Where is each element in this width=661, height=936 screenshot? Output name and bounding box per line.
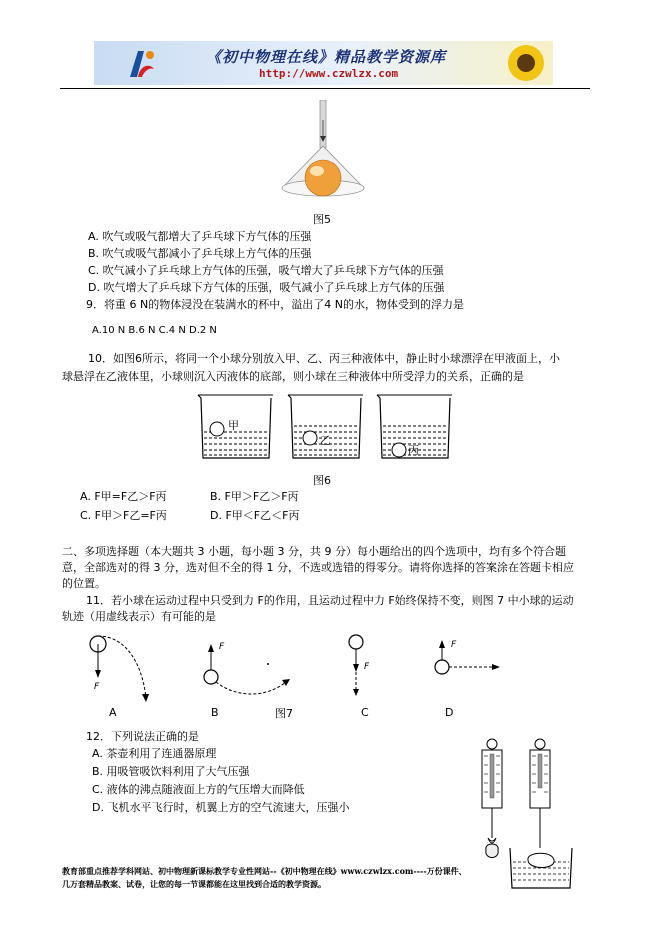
q10-option-c: C. F甲＞F乙=F丙 <box>80 509 167 522</box>
trajectory-label-a: A <box>109 706 117 719</box>
q12-option-a: A. 茶壶利用了连通器原理 <box>92 747 217 760</box>
spring-scales-figure <box>470 738 590 890</box>
q10-option-b: B. F甲＞F乙＞F丙 <box>210 490 299 503</box>
trajectory-label-d: D <box>445 706 454 719</box>
q11-stem-line2: 轨迹（用虚线表示）有可能的是 <box>62 610 216 623</box>
q10-option-d: D. F甲＜F乙＜F丙 <box>210 509 300 522</box>
trajectory-d <box>428 638 508 688</box>
q8-option-a: A. 吹气或吸气都增大了乒乓球下方气体的压强 <box>88 230 312 243</box>
site-logo <box>124 45 160 81</box>
q9-options: A.10 N B.6 N C.4 N D.2 N <box>92 325 217 336</box>
beaker-label-bing: 丙 <box>408 444 419 457</box>
trajectory-b <box>196 640 306 700</box>
beaker-yi <box>285 392 367 464</box>
banner-url: http://www.czwlzx.com <box>259 67 399 80</box>
footer-line2: 几万套精品教案、试卷，让您的每一节课都能在这里找到合适的教学资源。 <box>62 879 326 889</box>
section2-line3: 的位置。 <box>62 577 106 590</box>
q12-option-c: C. 液体的沸点随液面上方的气压增大而降低 <box>92 783 305 796</box>
trajectory-a-force-label: F <box>94 682 100 692</box>
figure-7-caption: 图7 <box>275 707 293 720</box>
q9-stem: 9．将重 6 N的物体浸没在装满水的杯中，溢出了4 N的水，物体受到的浮力是 <box>86 298 464 311</box>
q11-stem-line1: 11．若小球在运动过程中只受到力 F的作用，且运动过程中力 F始终保持不变，则图 7 中小球的运动 <box>86 594 574 607</box>
header-banner <box>94 41 553 85</box>
footer-line1: 教育部重点推荐学科网站、初中物理新课标教学专业性网站--《初中物理在线》www.czwlzx.com----万份课件、 <box>62 866 467 876</box>
q12-option-d: D. 飞机水平飞行时，机翼上方的空气流速大，压强小 <box>92 801 350 814</box>
figure-5-caption: 图5 <box>313 213 331 226</box>
trajectory-b-force-label: F <box>219 642 225 652</box>
figure-5-funnel-ball <box>272 100 392 210</box>
sunflower-image <box>499 41 553 85</box>
trajectory-label-c: C <box>361 706 369 719</box>
banner-title: 《初中物理在线》精品教学资源库 <box>206 48 447 66</box>
q8-option-d: D. 吹气增大了乒乓球下方气体的压强，吸气减小了乒乓球上方气体的压强 <box>88 281 445 294</box>
header-rule <box>60 88 590 89</box>
trajectory-c <box>340 632 380 702</box>
trajectory-a <box>80 632 160 706</box>
figure-6-caption: 图6 <box>313 474 331 487</box>
beaker-label-jia: 甲 <box>228 419 239 432</box>
q10-stem-line1: 10．如图6所示，将同一个小球分别放入甲、乙、丙三种液体中，静止时小球漂浮在甲液面上，小 <box>88 352 560 365</box>
trajectory-c-force-label: F <box>364 662 370 672</box>
trajectory-label-b: B <box>211 706 219 719</box>
q8-option-c: C. 吹气减小了乒乓球上方气体的压强，吸气增大了乒乓球下方气体的压强 <box>88 264 444 277</box>
q10-stem-line2: 球悬浮在乙液体里，小球则沉入丙液体的底部，则小球在三种液体中所受浮力的关系，正确的是 <box>62 370 524 383</box>
beaker-label-yi: 乙 <box>320 434 331 447</box>
q10-option-a: A. F甲=F乙＞F丙 <box>80 490 167 503</box>
q8-option-b: B. 吹气或吸气都减小了乒乓球上方气体的压强 <box>88 247 312 260</box>
trajectory-d-force-label: F <box>451 640 457 650</box>
section2-line1: 二、多项选择题（本大题共 3 小题，每小题 3 分，共 9 分）每小题给出的四个选项中，均有多个符合题 <box>62 545 566 558</box>
section2-line2: 意，全部选对的得 3 分，选对但不全的得 1 分，不选或选错的得零分。请将你选择的答案涂在答题卡相应 <box>62 561 574 574</box>
q12-option-b: B. 用吸管吸饮料利用了大气压强 <box>92 765 250 778</box>
q12-stem: 12．下列说法正确的是 <box>86 730 199 743</box>
